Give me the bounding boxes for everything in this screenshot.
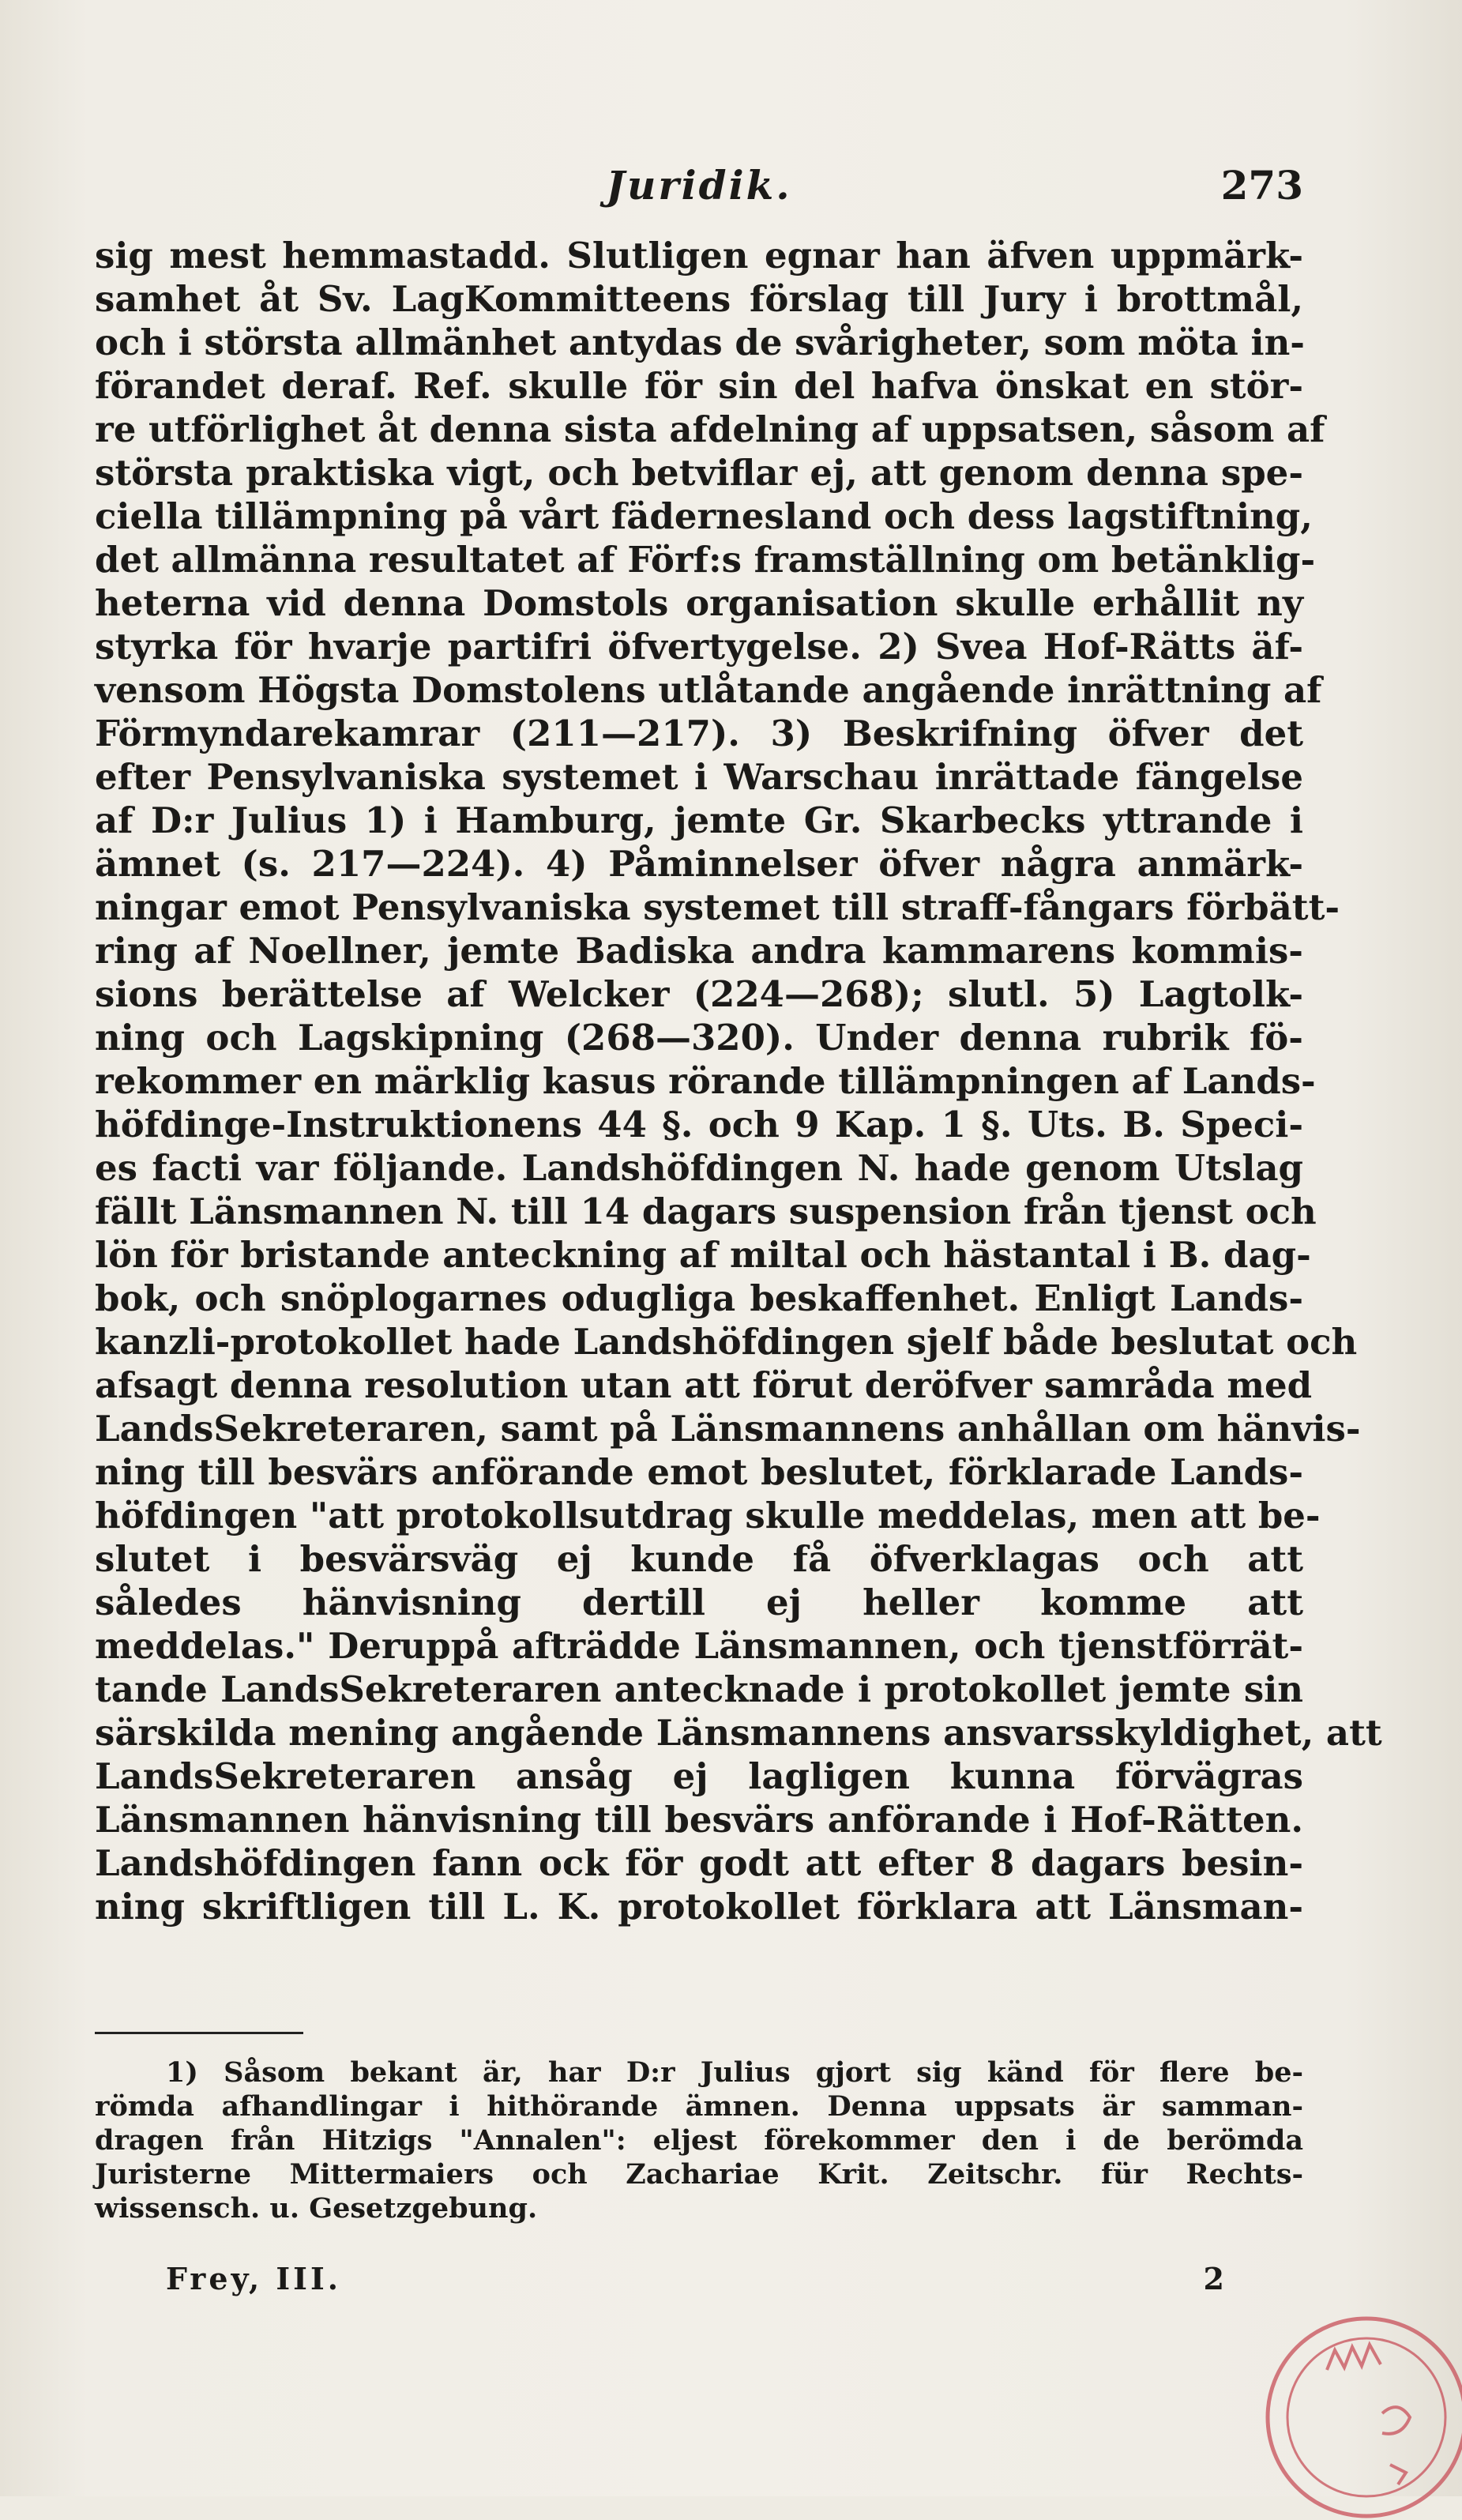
text-line: förandet deraf. Ref. skulle för sin del hafva önskat en stör- bbox=[95, 365, 1303, 407]
footnote-line: wissensch. u. Gesetzgebung. bbox=[95, 2192, 538, 2225]
text-line: efter Pensylvaniska systemet i Warschau inrättade fängelse bbox=[95, 756, 1303, 798]
library-stamp bbox=[1232, 2283, 1462, 2520]
text-line: vensom Högsta Domstolens utlåtande angående inrättning af bbox=[95, 669, 1322, 711]
text-line: sions berättelse af Welcker (224—268); slutl. 5) Lagtolk- bbox=[95, 973, 1303, 1015]
running-head bbox=[95, 162, 1303, 217]
footnote-line: dragen från Hitzigs "Annalen": eljest förekommer den i de berömda bbox=[95, 2124, 1303, 2157]
text-line: LandsSekreteraren, samt på Länsmannens anhållan om hänvis- bbox=[95, 1408, 1361, 1450]
running-title: Juridik. bbox=[606, 162, 792, 209]
text-line: afsagt denna resolution utan att förut deröfver samråda med bbox=[95, 1364, 1313, 1406]
text-line: Landshöfdingen fann ock för godt att efter 8 dagars besin- bbox=[95, 1842, 1303, 1884]
text-line: re utförlighet åt denna sista afdelning af uppsatsen, såsom af bbox=[95, 408, 1325, 450]
text-line: es facti var följande. Landshöfdingen N. hade genom Utslag bbox=[95, 1147, 1303, 1189]
text-line: höfdingen "att protokollsutdrag skulle meddelas, men att be- bbox=[95, 1495, 1321, 1536]
text-line: således hänvisning dertill ej heller komme att bbox=[95, 1582, 1303, 1623]
text-line: fällt Länsmannen N. till 14 dagars suspension från tjenst och bbox=[95, 1190, 1317, 1232]
footnotes bbox=[95, 2055, 1303, 2225]
footnote-line: 1) Såsom bekant är, har D:r Julius gjort sig känd för flere be- bbox=[166, 2056, 1303, 2089]
footnote-rule bbox=[95, 2032, 303, 2034]
text-line: särskilda mening angående Länsmannens ansvarsskyldighet, att bbox=[95, 1712, 1382, 1754]
page-number: 273 bbox=[1220, 162, 1303, 209]
text-line: Länsmannen hänvisning till besvärs anförande i Hof-Rätten. bbox=[95, 1799, 1303, 1841]
text-line: kanzli-protokollet hade Landshöfdingen sjelf både beslutat och bbox=[95, 1321, 1358, 1363]
text-line: det allmänna resultatet af Förf:s framställning om betänklig- bbox=[95, 539, 1316, 581]
text-line: heterna vid denna Domstols organisation skulle erhållit ny bbox=[95, 582, 1303, 624]
text-line: Förmyndarekamrar (211—217). 3) Beskrifning öfver det bbox=[95, 713, 1303, 754]
text-line: ring af Noellner, jemte Badiska andra kammarens kommis- bbox=[95, 930, 1303, 972]
signature-number: 2 bbox=[1203, 2261, 1224, 2296]
text-line: slutet i besvärsväg ej kunde få öfverklagas och att bbox=[95, 1538, 1303, 1580]
body-text bbox=[95, 234, 1382, 1928]
footnote-line: römda afhandlingar i hithörande ämnen. Denna uppsats är samman- bbox=[95, 2090, 1303, 2123]
text-line: tande LandsSekreteraren antecknade i protokollet jemte sin bbox=[95, 1668, 1303, 1710]
text-line: bok, och snöplogarnes odugliga beskaffenhet. Enligt Lands- bbox=[95, 1277, 1303, 1319]
text-line: ning till besvärs anförande emot beslutet, förklarade Lands- bbox=[95, 1451, 1303, 1493]
signature-line bbox=[166, 2261, 1224, 2300]
text-line: LandsSekreteraren ansåg ej lagligen kunna förvägras bbox=[95, 1755, 1303, 1797]
text-line: ning och Lagskipning (268—320). Under denna rubrik fö- bbox=[95, 1017, 1303, 1059]
text-line: ningar emot Pensylvaniska systemet till straff-fångars förbätt- bbox=[95, 886, 1340, 928]
text-line: ciella tillämpning på vårt fädernesland och dess lagstiftning, bbox=[95, 495, 1313, 537]
signature-mark: Frey, III. bbox=[166, 2261, 341, 2296]
text-line: höfdinge-Instruktionens 44 §. och 9 Kap. 1 §. Uts. B. Speci- bbox=[95, 1104, 1303, 1145]
text-line: af D:r Julius 1) i Hamburg, jemte Gr. Skarbecks yttrande i bbox=[95, 799, 1303, 841]
text-line: största praktiska vigt, och betviflar ej, att genom denna spe- bbox=[95, 452, 1303, 494]
text-line: samhet åt Sv. LagKommitteens förslag till Jury i brottmål, bbox=[95, 278, 1303, 320]
footnote-line: Juristerne Mittermaiers och Zachariae Krit. Zeitschr. für Rechts- bbox=[95, 2158, 1303, 2191]
text-line: och i största allmänhet antydas de svårigheter, som möta in- bbox=[95, 322, 1305, 363]
text-line: ämnet (s. 217—224). 4) Påminnelser öfver några anmärk- bbox=[95, 843, 1303, 885]
text-line: ning skriftligen till L. K. protokollet förklara att Länsman- bbox=[95, 1886, 1303, 1928]
text-line: lön för bristande anteckning af miltal och hästantal i B. dag- bbox=[95, 1234, 1311, 1276]
text-line: styrka för hvarje partifri öfvertygelse. 2) Svea Hof-Rätts äf- bbox=[95, 626, 1303, 668]
text-line: sig mest hemmastadd. Slutligen egnar han äfven uppmärk- bbox=[95, 235, 1303, 276]
text-line: rekommer en märklig kasus rörande tillämpningen af Lands- bbox=[95, 1060, 1316, 1102]
text-line: meddelas." Deruppå afträdde Länsmannen, och tjenstförrät- bbox=[95, 1625, 1303, 1667]
